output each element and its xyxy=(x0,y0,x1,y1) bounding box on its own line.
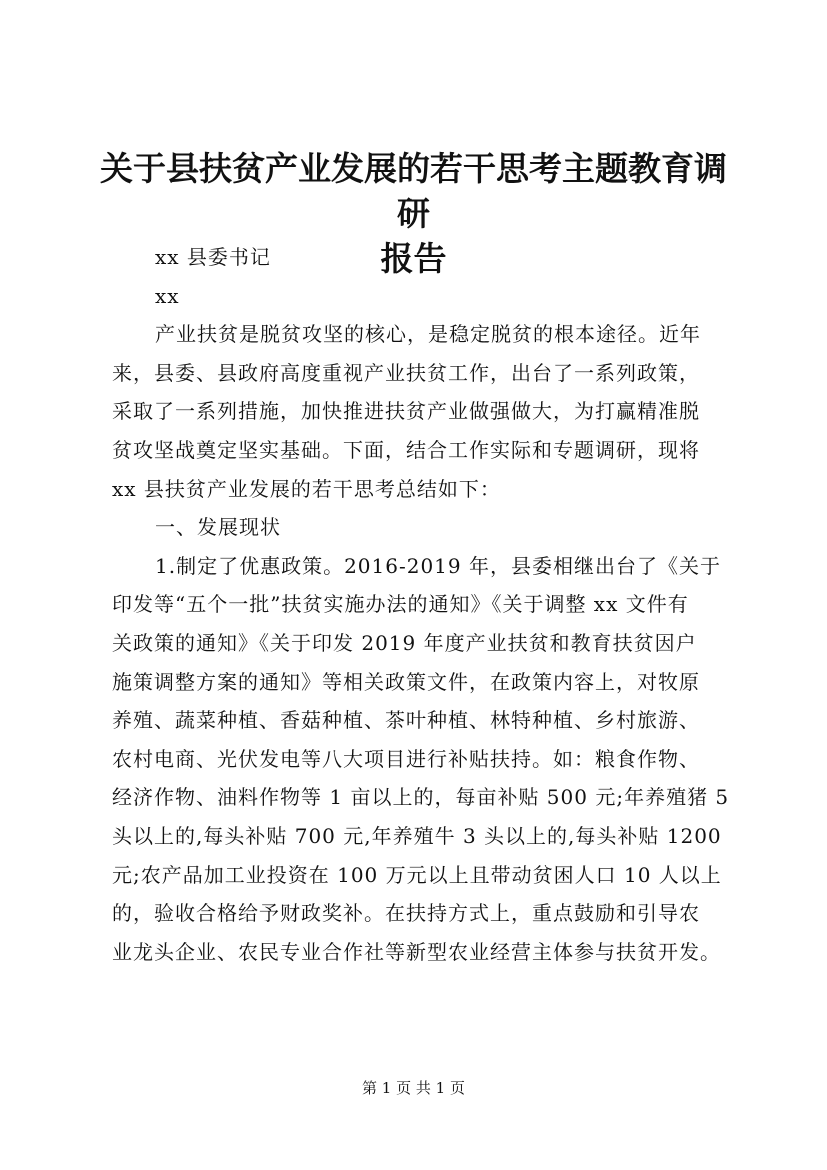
body-line: 产业扶贫是脱贫攻坚的核心，是稳定脱贫的根本途径。近年 xyxy=(155,322,701,347)
page-number: 第 1 页 共 1 页 xyxy=(362,1079,465,1097)
title-line-2: 报告 xyxy=(380,239,447,278)
body-line: 1.制定了优惠政策。2016-2019 年，县委相继出台了《关于 xyxy=(155,553,721,578)
page-footer xyxy=(0,1078,827,1098)
body-line: 的，验收合格给予财政奖补。在扶持方式上，重点鼓励和引导农 xyxy=(112,901,700,926)
document-body xyxy=(112,238,740,971)
body-line: 贫攻坚战奠定坚实基础。下面，结合工作实际和专题调研，现将 xyxy=(112,437,700,462)
body-line: 农村电商、光伏发电等八大项目进行补贴扶持。如：粮食作物、 xyxy=(112,746,700,771)
author-unit: xx 县委书记 xyxy=(155,245,271,269)
body-line: 养殖、蔬菜种植、香菇种植、茶叶种植、林特种植、乡村旅游、 xyxy=(112,708,700,733)
body-line: 元;农产品加工业投资在 100 万元以上且带动贫困人口 10 人以上 xyxy=(112,862,722,887)
body-line: xx 县扶贫产业发展的若干思考总结如下： xyxy=(112,476,501,501)
body-line: 采取了一系列措施，加快推进扶贫产业做强做大，为打赢精准脱 xyxy=(112,399,700,424)
author-name: xx xyxy=(155,283,180,308)
section-heading: 一、发展现状 xyxy=(155,515,281,540)
body-line: 印发等“五个一批”扶贫实施办法的通知》《关于调整 xx 文件有 xyxy=(112,592,689,617)
body-line: 施策调整方案的通知》等相关政策文件，在政策内容上，对牧原 xyxy=(112,669,700,694)
body-line: 头以上的,每头补贴 700 元,年养殖牛 3 头以上的,每头补贴 1200 xyxy=(112,823,722,848)
body-line: 经济作物、油料作物等 1 亩以上的，每亩补贴 500 元;年养殖猪 5 xyxy=(112,785,730,810)
body-line: 来，县委、县政府高度重视产业扶贫工作，出台了一系列政策， xyxy=(112,360,700,385)
body-line: 业龙头企业、农民专业合作社等新型农业经营主体参与扶贫开发。 xyxy=(112,939,721,964)
title-line-1: 关于县扶贫产业发展的若干思考主题教育调研 xyxy=(100,149,727,233)
body-line: 关政策的通知》《关于印发 2019 年度产业扶贫和教育扶贫因户 xyxy=(112,630,697,655)
